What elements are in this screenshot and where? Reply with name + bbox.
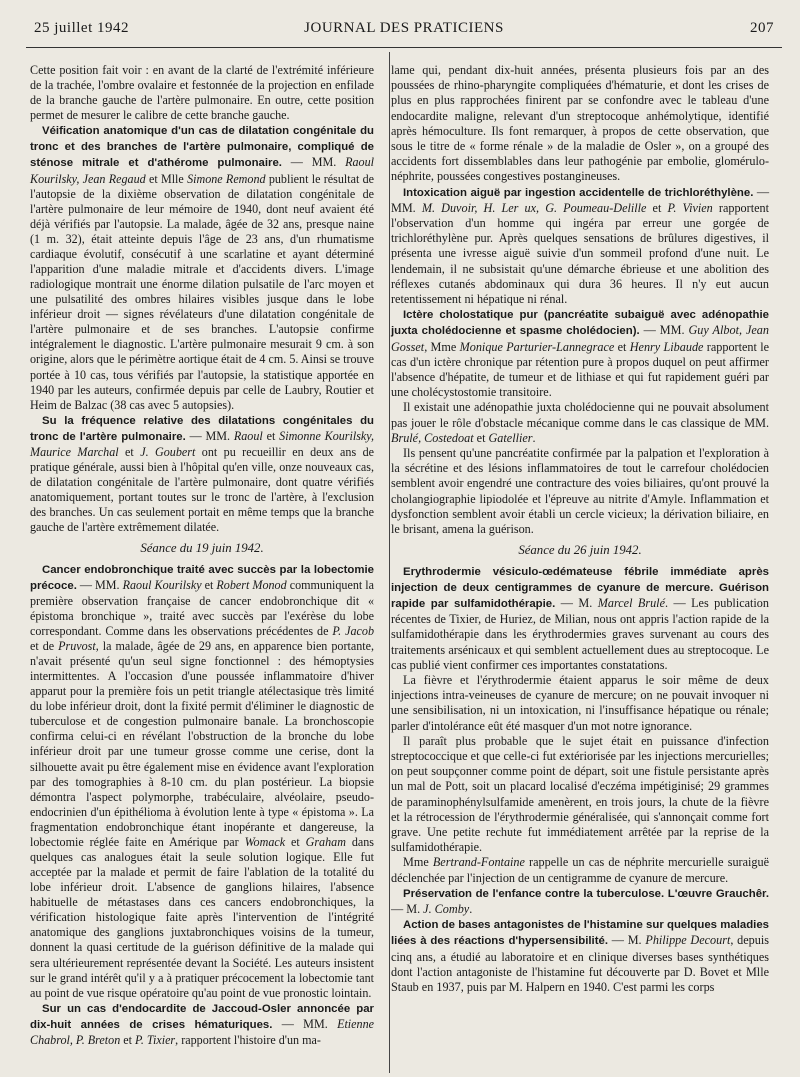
article-authors: Philippe Decourt — [645, 933, 731, 948]
article-erythrodermie-paragraph-4: Mme Bertrand-Fontaine rappelle un cas de néphrite mercurielle suraiguë déclenchée par l'injection de un centigramme de cyanure de mercure. — [391, 855, 769, 885]
article-authors: Marcel Brulé — [597, 595, 665, 610]
article-ictere-cholostatique: Ictère cholostatique pur (pancréatite subaiguë avec adénopathie juxta cholédocienne et spasme cholédocien). — MM. Guy Albot, Jean Gosset, Mme Monique Parturier-Lannegrace et Henry Libaude rapportent le cas d'un ictère chronique par rétention pure à propos duquel on peut affirmer l'absence d'hépatite, de tumeur et de lithiase et qui fut rapidement guéri par une cholécystostomie transitoire. — [391, 309, 769, 400]
article-title: Erythrodermie vésiculo-œdémateuse fébrile immédiate après injection de deux centigrammes de cyanure de mercure. Guérison rapide par sulfamidothérapie. — [391, 565, 769, 610]
article-endocardite-continued: lame qui, pendant dix-huit années, présenta plusieurs fois par an des poussées de rhino-pharyngite compliquées d'hématurie, et dont les crises de plus en plus rapprochées finirent par se confondre avec le tableau d'une endocardite maligne, relevant d'un streptocoque anhémolytique, identifié après hémoculture. Ils font remarquer, à propos de cette observation, que sous le titre de « forme rénale » de la maladie de Osler », on a groupé des accidents fort dissemblables dans leur pathogénie par embolie, glomérulo-néphrite, poussées congestives postangineuses. — [391, 63, 769, 184]
header-page-number: 207 — [750, 20, 774, 36]
article-title: Su la fréquence relative des dilatations congénitales du tronc de l'artère pulmonaire. — [30, 414, 374, 443]
article-body: ont pu recueillir en deux ans de pratique générale, aussi bien à l'hôpital qu'en ville, onze nouveaux cas, de dilatation congénitale de l'artère pulmonaire, dont quatre vérifiés anatomiquement, portant toutes sur le tronc de l'artère, à l'exclusion des branches. Un cas seulement portait en même temps que la branche gauche de l'artère extrêmement dilatée. — [30, 444, 374, 535]
article-title: Sur un cas d'endocardite de Jaccoud-Osler annoncée par dix-huit années de crises hématuriques. — [30, 1002, 374, 1031]
article-histamine-antagonistes: Action de bases antagonistes de l'histamine sur quelques maladies liées à des réactions d'hypersensibilité. — M. Philippe Decourt, depuis cinq ans, a étudié au laboratoire et en clinique diverses bases synthétiques dont l'action antagoniste de l'histamine fut découverte par D. Bovet et Mlle Staub en 1937, puis par M. Halpern en 1940. C'est parmi les corps — [391, 919, 770, 994]
article-endocardite-osler: Sur un cas d'endocardite de Jaccoud-Osler annoncée par dix-huit années de crises hématuriques. — MM. Etienne Chabrol, P. Breton et P. Tixier, rapportent l'histoire d'un ma- — [30, 1002, 374, 1047]
article-body: , rapportent l'histoire d'un ma- — [175, 1032, 321, 1047]
column-divider — [389, 52, 390, 1073]
article-title: Préservation de l'enfance contre la tuberculose. L'œuvre Grauchêr. — [403, 887, 769, 900]
article-erythrodermie: Erythrodermie vésiculo-œdémateuse fébrile immédiate après injection de deux centigrammes de cyanure de mercure. Guérison rapide par sulfamidothérapie. — M. Marcel Brulé. — Les publication récentes de Tixier, de Huriez, de Milian, nous ont appris l'action rapide de la sulfamidothérapie dans les érythrodermies graves survenant au cours des traitements arsénicaux et qui semblent actuellement dues au streptocoque. Le cas publié vient confirmer ces importantes constatations. — [391, 565, 769, 672]
running-header — [34, 20, 774, 40]
article-frequence-dilatations: Su la fréquence relative des dilatations congénitales du tronc de l'artère pulmonaire. — MM. Raoul et Simonne Kourilsky, Maurice Marchal et J. Goubert ont pu recueillir en deux ans de pratique générale, aussi bien à l'hôpital qu'en ville, onze nouveaux cas, de dilatation congénitale de l'artère pulmonaire, dont quatre vérifiés anatomiquement, portant toutes sur le tronc de l'artère, à l'exclusion des branches. Un cas seulement portait en même temps que la branche gauche de l'artère extrêmement dilatée. — [30, 414, 375, 535]
article-authors: Etienne Chabrol, P. Breton — [30, 1016, 374, 1047]
article-body: rapportent le cas d'un ictère chronique par rétention pure à propos duquel on peut affirmer l'absence d'hépatite, de tumeur et de lithiase et qui fut rapidement guéri par une cholécystostomie transitoire. — [391, 339, 769, 400]
session-heading: Séance du 26 juin 1942. — [518, 543, 642, 558]
header-journal-title: JOURNAL DES PRATICIENS — [304, 20, 504, 36]
article-authors: Guy Albot, Jean Gosset — [391, 323, 769, 354]
article-preservation-enfance: Préservation de l'enfance contre la tuberculose. L'œuvre Grauchêr. — M. J. Comby. — [391, 887, 769, 916]
article-title: Ictère cholostatique pur (pancréatite subaiguë avec adénopathie juxta cholédocienne et spasme cholédocien). — [391, 309, 769, 338]
article-dilatation-verification: Véification anatomique d'un cas de dilatation congénitale du tronc et des branches de l'artère pulmonaire, compliqué de sténose mitrale et d'athérome pulmonaire. — MM. Raoul Kourilsky, Jean Regaud et Mlle Simone Remond publient le résultat de l'autopsie de la dixième observation de dilatation congénitale de l'artère pulmonaire de leur mémoire de 1940, dont neuf avaient été déjà vérifiés par l'autopsie. La malade, âgée de 32 ans, presque naine (1 m. 32), était atteinte depuis l'âge de 23 ans, d'un rhumatisme cardiaque évolutif, consécutif à une scarlatine et ayant déterminé l'apparition d'une maladie mitrale et d'accidents divers. L'image radiologique montrait une énorme dilation pulsatile de l'arc moyen et une pulsatilité des ombres hilaires visibles jusque dans le lobe inférieur droit — signes révélateurs d'une dilatation congénitale de l'artère pulmonaire et de ses branches. L'autopsie confirme intégralement le diagnostic. L'artère pulmonaire mesurait 9 cm. à son origine, alors que le périmètre aortique était de 4 cm. 5. Ainsi se trouve portée à 10 cas, tous vérifiés par l'autopsie, la statistique apportée en 1940 par les auteurs, confirmée depuis par celle de Laubry, Routier et Heim de Balzac (38 cas avec 5 autopsies). — [30, 125, 375, 412]
article-body: rapportent l'observation d'un homme qui ingéra par erreur une gorgée de trichloréthylène pur. Après quelques sensations de brûlures digestives, il présenta une ivresse aiguë suivie d'un sommeil profond d'une nuit. Le lendemain, il ne subsistait qu'une démarche ébrieuse et une abolition des réflexes cutanés abdominaux qui dura 36 heures. Il n'y eut aucun retentissement ni hépatique ni rénal. — [391, 200, 769, 307]
session-heading: Séance du 19 juin 1942. — [140, 541, 264, 556]
article-title: Action de bases antagonistes de l'histamine sur quelques maladies liées à des réactions d'hypersensibilité. — [391, 919, 769, 948]
article-ictere-paragraph-3: Ils pensent qu'une pancréatite confirmée par la palpation et l'exploration à la sécrétine et des lésions inflammatoires de tout le carrefour cholédocien semblent avoir engendré une contracture des voies biliaires, qu'ont prouvé la cholangiographie lipiodolée et l'épreuve au nitrite d'Amyle. Inflammation et dysfonction semblent avoir établi un cercle vicieux; la dérivation biliaire, en le brisant, amena la guérison. — [391, 446, 769, 537]
article-cancer-endobronchique: Cancer endobronchique traité avec succès par la lobectomie précoce. — MM. Raoul Kourilsky et Robert Monod communiquent la première observation française de cancer endobronchique dit « épistoma bronchique », traité avec succès par l'exérèse du lobe correspondant. Comme dans les observations précédentes de P. Jacob et de Pruvost, la malade, âgée de 29 ans, en apparence bien portante, n'avait présenté qu'un seul signe fonctionnel : des hémoptysies intermittentes. A l'occasion d'une poussée inflammatoire d'hiver apparut pour la première fois un petit triangle atélectasique très limité du lobe inférieur droit, dont la fixité permit d'éliminer le diagnostic de tuberculose et de congestion pulmonaire banale. La bronchoscopie confirma celui-ci en révélant l'obstruction de la bronche du lobe inférieur droit par une tumeur grosse comme une cerise, dont la silhouette avait pu être également mise en évidence avant l'exploration par des tomographies à 8-10 cm. du plan postérieur. La biopsie démontra l'aspect polymorphe, trabéculaire, alvéolaire, pseudo-endocrinien d'un épithélioma à évolution lente à type « épistoma ». La fragmentation endobronchique étant inopérante et dangereuse, la lobectomie réglée faite en Amérique par Womack et Graham dans quelques cas analogues était la seule solution logique. Elle fut acceptée par la malade et permit de faire l'ablation de la totalité du lobe inférieur droit. L'absence de ganglions hilaires, l'absence habituelle de métastases dans ces cancers endobronchiques, la vérification histologique faite après l'intervention de l'intégrité anatomique des ganglions juxtabronchiques voisins de la tumeur, donnent la quasi certitude de la guérison définitive de la malade qui sera ultérieurement représentée devant la Société. Les auteurs insistent sur le grand intérêt qu'il y a à pratiquer précocement la lobectomie tant au point de vue risque opératoire qu'au point de vue pronostic lointain. — [30, 563, 375, 1000]
article-title: Intoxication aiguë par ingestion accidentelle de trichloréthylène. — [403, 186, 754, 199]
article-body: . — Les publication récentes de Tixier, de Huriez, de Milian, nous ont appris l'action rapide de la sulfamidothérapie dans les érythrodermies graves survenant au cours des traitements arsénicaux et qui semblent actuellement dues au streptocoque. Le cas publié vient confirmer ces importantes constatations. — [391, 595, 769, 672]
article-title: Cancer endobronchique traité avec succès par la lobectomie précoce. — [30, 563, 374, 592]
article-authors: Raoul Kourilsky, Jean Regaud — [30, 155, 375, 186]
header-date: 25 juillet 1942 — [34, 20, 129, 36]
article-ictere-paragraph-2: Il existait une adénopathie juxta cholédocienne qui ne pouvait absolument pas jouer le rôle d'obstacle mécanique comme dans le cas classique de MM. Brulé, Costedoat et Gatellier. — [391, 400, 769, 445]
article-body: , depuis cinq ans, a étudié au laboratoire et en clinique diverses bases synthétiques dont l'action antagoniste de l'histamine fut découverte par D. Bovet et Mlle Staub en 1937, puis par M. Halpern en 1940. C'est parmi les corps — [391, 933, 770, 994]
article-authors: Raoul — [233, 428, 263, 443]
article-erythrodermie-paragraph-2: La fièvre et l'érythrodermie étaient apparus le soir même de deux injections intra-veineuses de cyanure de mercure; on ne pouvait invoquer ni une sensibilisation, ni un intoxication, ni l'insuffisance hépatique ou rénale; parler d'intolérance eût été masquer d'un mot notre ignorance. — [391, 672, 769, 733]
left-column — [30, 63, 374, 1048]
right-column — [391, 63, 769, 995]
article-authors: J. Comby — [423, 901, 470, 916]
article-erythrodermie-paragraph-3: Il paraît plus probable que le sujet était en puissance d'infection streptococcique et que celle-ci fut extériorisée par les injections mercurielles; on peut soupçonner comme point de départ, soit une fistule persistante après un mal de Pott, soit un placard localisé d'eczéma impétiginisé; 29 grammes de paraminophénylsulfamide amenèrent, en trois jours, la chute de la fièvre et la rétrocession de l'érythrodermie généralisée, qui s'annonçait comme fort grave. Une petite rechute fut immédiatement arrêtée par la reprise de la sulfamidothérapie. — [391, 733, 769, 855]
article-body: publient le résultat de l'autopsie de la dixième observation de dilatation congénitale de l'artère pulmonaire de leur mémoire de 1940, dont neuf avaient été déjà vérifiés par l'autopsie. La malade, âgée de 32 ans, presque naine (1 m. 32), était atteinte depuis l'âge de 23 ans, d'un rhumatisme cardiaque évolutif, consécutif à une scarlatine et ayant déterminé l'apparition d'une maladie mitrale et d'accidents divers. L'image radiologique montrait une énorme dilation pulsatile de l'arc moyen et une pulsatilité des ombres hilaires visibles jusque dans le lobe inférieur droit — signes révélateurs d'une dilatation congénitale de l'artère pulmonaire et de ses branches. L'autopsie confirme intégralement le diagnostic. L'artère pulmonaire mesurait 9 cm. à son origine, alors que le périmètre aortique était de 4 cm. 5. Ainsi se trouve portée à 10 cas, tous vérifiés par l'autopsie, la statistique apportée en 1940 par les auteurs, confirmée depuis par celle de Laubry, Routier et Heim de Balzac (38 cas avec 5 autopsies). — [30, 171, 374, 412]
article-authors: Raoul Kourilsky — [122, 577, 202, 592]
intro-paragraph: Cette position fait voir : en avant de la clarté de l'extrémité inférieure de la trachée, l'ombre ovalaire et festonnée de la projection en enfilade de la branche gauche de l'artère pulmonaire. En outre, cette position permet de mesurer le calibre de cette branche gauche. — [30, 63, 374, 123]
article-authors: M. Duvoir, H. Ler ux, G. Poumeau-Delille — [421, 200, 647, 215]
article-title: Véification anatomique d'un cas de dilatation congénitale du tronc et des branches de l'artère pulmonaire, compliqué de sténose mitrale et d'athérome pulmonaire. — [30, 125, 374, 170]
article-trichlorethylene: Intoxication aiguë par ingestion accidentelle de trichloréthylène. — MM. M. Duvoir, H. Ler ux, G. Poumeau-Delille et P. Vivien rapportent l'observation d'un homme qui ingéra par erreur une gorgée de trichloréthylène pur. Après quelques sensations de brûlures digestives, il présenta une ivresse aiguë suivie d'un sommeil profond d'une nuit. Le lendemain, il ne subsistait qu'une démarche ébrieuse et une abolition des réflexes cutanés abdominaux qui dura 36 heures. Il n'y eut aucun retentissement ni hépatique ni rénal. — [391, 184, 769, 307]
header-rule — [26, 47, 782, 48]
